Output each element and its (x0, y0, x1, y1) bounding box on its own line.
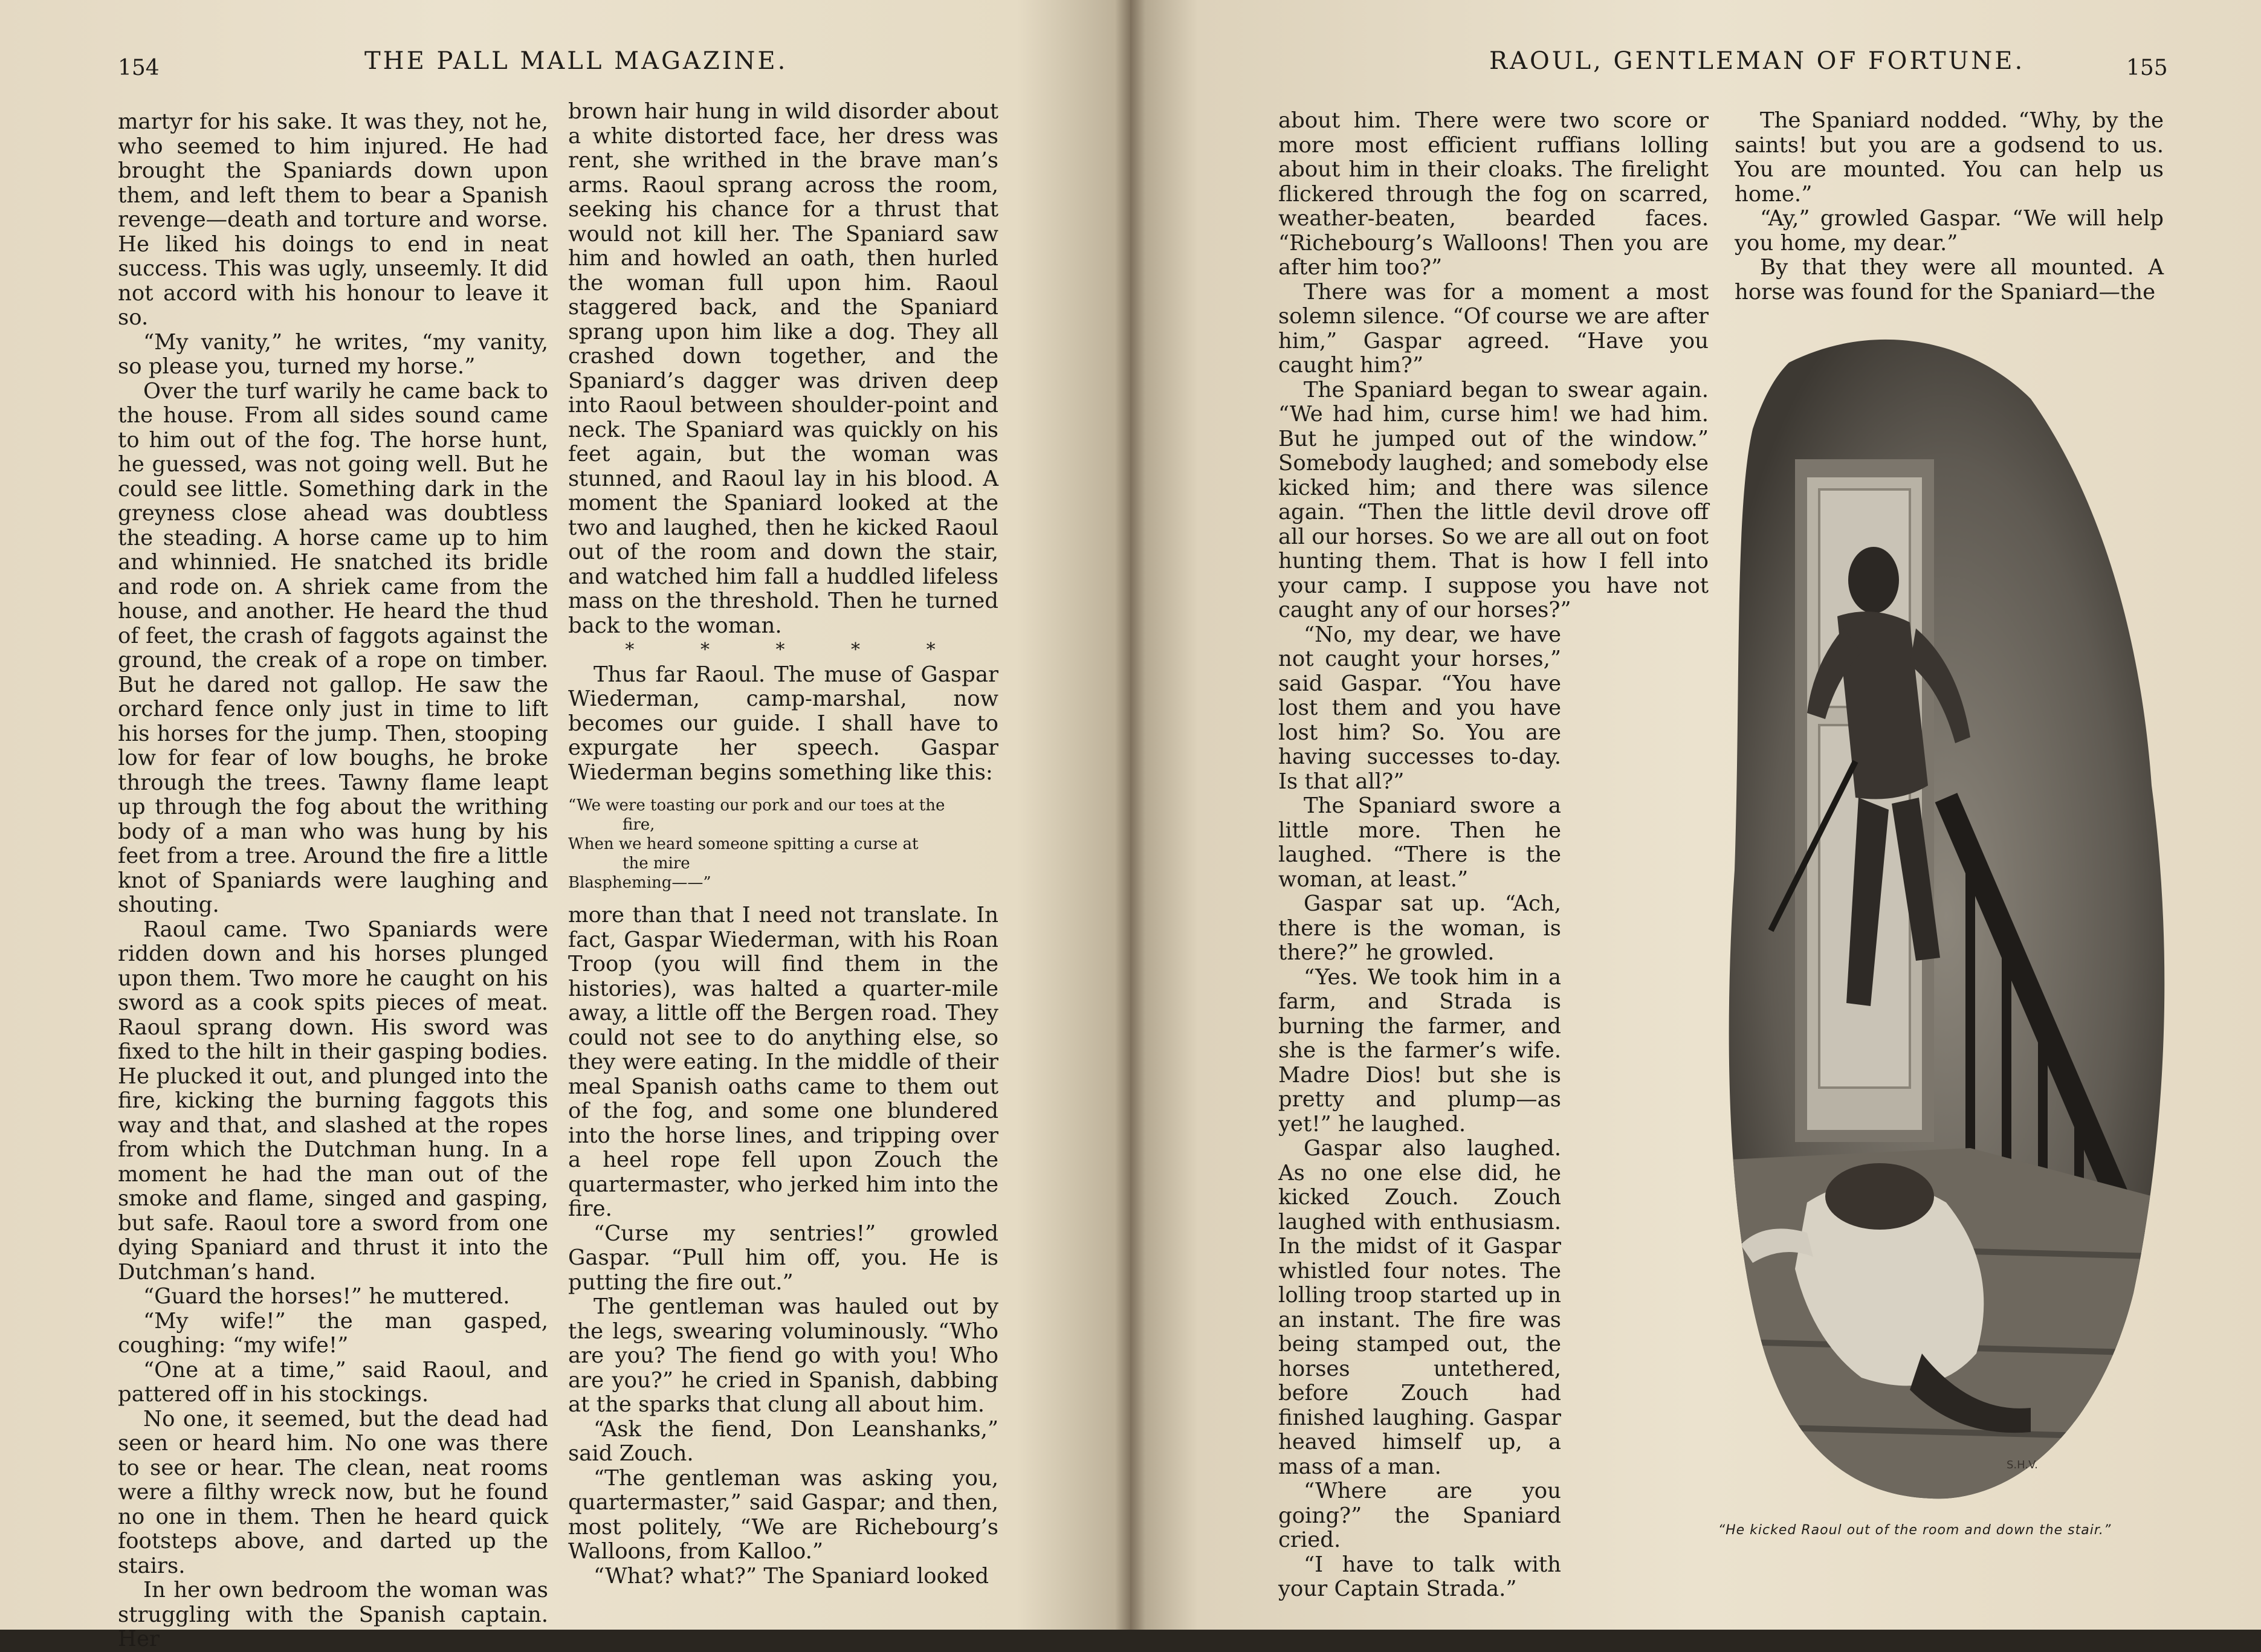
paragraph: “What? what?” The Spaniard looked (594, 1563, 989, 1589)
right-column-1 (1278, 109, 1709, 1602)
running-head-right: RAOUL, GENTLEMAN OF FORTUNE. (1489, 47, 2025, 75)
left-column-1 (118, 110, 548, 1652)
left-column-2-part-b (568, 663, 998, 786)
section-break-stars: * * * * * (625, 639, 966, 660)
paragraph: Thus far Raoul. The muse of Gaspar Wiederman, camp-marshal, now becomes our guide. I shall have to expurgate her speech. Gaspar Wiederman begins something like this: (568, 662, 998, 785)
verse-line: fire, (623, 816, 655, 834)
paragraph: There was for a moment a most solemn silence. “Of course we are after him,” Gaspar agreed. “Have you caught him?” (1278, 279, 1709, 378)
paragraph: Raoul came. Two Spaniards were ridden down and his horses plunged upon them. Two more he caught on his sword as a cook spits pieces of meat. Raoul sprang down. His sword was fixed to the hilt in their gasping bodies. He plucked it out, and plunged into the fire, kicking the burning faggots this way and that, and slashed at the ropes from which the Dutchman hung. In a moment he had the man out of the smoke and flame, singed and gasping, but safe. Raoul tore a sword from one dying Spaniard and thrust it into the Dutchman’s hand. (118, 917, 548, 1285)
paragraph: “Yes. We took him in a farm, and Strada is burning the farmer, and she is the farmer’s wife. Madre Dios! but she is pretty and plump—as yet!” he laughed. (1278, 964, 1561, 1137)
paragraph: martyr for his sake. It was they, not he, who seemed to him injured. He had brought the Spaniards down upon them, and left them to bear a Spanish revenge—death and torture and worse. He liked his doings to end in neat success. This was ugly, unseemly. It did not accord with his honour to leave it so. (118, 109, 548, 330)
paragraph: “My wife!” the man gasped, coughing: “my wife!” (118, 1308, 548, 1358)
paragraph: In her own bedroom the woman was struggling with the Spanish captain. Her (118, 1578, 548, 1651)
paragraph: “No, my dear, we have not caught your horses,” said Gaspar. “You have lost them and you have lost him? So. You are having successes to-day. Is that all?” (1278, 622, 1561, 794)
paragraph: “Ay,” growled Gaspar. “We will help you home, my dear.” (1735, 206, 2164, 256)
running-head-left: THE PALL MALL MAGAZINE. (364, 47, 788, 75)
page-number-left: 154 (118, 56, 160, 80)
paragraph: brown hair hung in wild disorder about a white distorted face, her dress was rent, she writhed in the brave man’s arms. Raoul sprang across the room, seeking his chance for a thrust that would not kill her. The Spaniard saw him and howled an oath, then hurled the woman full upon him. Raoul staggered back, and the Spaniard sprang upon him like a dog. They all crashed down together, and the Spaniard’s dagger was driven deep into Raoul between shoulder-point and neck. The Spaniard was quickly on his feet again, but the woman was stunned, and Raoul lay in his blood. A moment the Spaniard looked at the two and laughed, then he kicked Raoul out of the room and down the stair, and watched him fall a huddled lifeless mass on the threshold. Then he turned back to the woman. (568, 99, 998, 638)
paragraph: The gentleman was hauled out by the legs, swearing voluminously. “Who are you? The fiend go with you! Who are you?” he cried in Spanish, dabbing at the sparks that clung all about him. (568, 1294, 998, 1417)
paragraph: “Guard the horses!” he muttered. (143, 1284, 510, 1309)
book-gutter (1115, 0, 1145, 1630)
paragraph: “Ask the fiend, Don Leanshanks,” said Zouch. (568, 1416, 998, 1466)
left-page (0, 0, 1130, 1651)
verse-line: the mire (623, 854, 690, 873)
right-column-1-part-a (1278, 109, 1709, 623)
left-column-2 (568, 100, 998, 1589)
right-column-2 (1735, 109, 2164, 305)
paragraph: “Curse my sentries!” growled Gaspar. “Pull him off, you. He is putting the fire out.” (568, 1221, 998, 1295)
paragraph: more than that I need not translate. In fact, Gaspar Wiederman, with his Roan Troop (you will find them in the histories), was halted a quarter-mile away, a little off the Bergen road. They could not see to do anything else, so they were eating. In the middle of their meal Spanish oaths came to them out of the fog, and some one blundered into the horse lines, and tripping over a heel rope fell upon Zouch the quartermaster, who jerked him into the fire. (568, 903, 998, 1221)
left-column-2-part-c (568, 903, 998, 1589)
paragraph: The Spaniard swore a little more. Then he laughed. “There is the woman, at least.” (1278, 793, 1561, 892)
page-number-right: 155 (2126, 56, 2168, 80)
paragraph: No one, it seemed, but the dead had seen or heard him. No one was there to see or hear. The clean, neat rooms were a filthy wreck now, but he found no one in them. Then he heard quick footsteps above, and darted up the stairs. (118, 1406, 548, 1578)
verse-line: “We were toasting our pork and our toes at the (568, 796, 945, 815)
paragraph: “Where are you going?” the Spaniard cried. (1278, 1479, 1561, 1552)
paragraph: “My vanity,” he writes, “my vanity, so please you, turned my horse.” (118, 329, 548, 379)
right-column-1-part-b (1278, 623, 1561, 1602)
paragraph: The Spaniard nodded. “Why, by the saints! but you are a godsend to us. You are mounted. You can help us home.” (1735, 108, 2164, 207)
paragraph: Gaspar also laughed. As no one else did, he kicked Zouch. Zouch laughed with enthusiasm. In the midst of it Gaspar whistled four notes. The lolling troop started up in an instant. The fire was being stamped out, the horses untethered, before Zouch had finished laughing. Gaspar heaved himself up, a mass of a man. (1278, 1136, 1561, 1479)
paragraph: “The gentleman was asking you, quartermaster,” said Gaspar; and then, most politely, “We are Richebourg’s Walloons, from Kalloo.” (568, 1465, 998, 1564)
paragraph: about him. There were two score or more most efficient ruffians lolling about him in their cloaks. The firelight flickered through the fog on scarred, weather-beaten, bearded faces. “Richebourg’s Walloons! Then you are after him too?” (1278, 108, 1709, 280)
illustration-drawing (1716, 326, 2176, 1505)
paragraph: The Spaniard began to swear again. “We had him, curse him! we had him. But he jumped out of the window.” Somebody laughed; and somebody else kicked him; and there was silence again. “Then the little devil drove off all our horses. So we are all out on foot hunting them. That is how I fell into your camp. I suppose you have not caught any of our horses?” (1278, 377, 1709, 622)
verse-quotation (568, 796, 998, 892)
paragraph: “One at a time,” said Raoul, and pattered off in his stockings. (118, 1357, 548, 1407)
illustration-signature: S.H.V. (2007, 1459, 2038, 1471)
illustration-caption: “He kicked Raoul out of the room and down the stair.” (1718, 1523, 2112, 1538)
verse-line: Blaspheming——” (568, 874, 711, 892)
paragraph: By that they were all mounted. A horse was found for the Spaniard—the (1735, 255, 2164, 305)
verse-line: When we heard someone spitting a curse at (568, 835, 919, 853)
paragraph: “I have to talk with your Captain Strada.” (1278, 1552, 1561, 1601)
left-column-2-part-a (568, 100, 998, 638)
paragraph: Over the turf warily he came back to the house. From all sides sound came to him out of the fog. The horse hunt, he guessed, was not going well. But he could see little. Something dark in the greyness close ahead was doubtless the steading. A horse came up to him and whinnied. He snatched its bridle and rode on. A shriek came from the house, and another. He heard the thud of feet, the crash of faggots against the ground, the creak of a rope on timber. But he dared not gallop. He saw the orchard fence only just in time to lift his horses for the jump. Then, stooping low for fear of low boughs, he broke through the trees. Tawny flame leapt up through the fog about the writhing body of a man who was hung by his feet from a tree. Around the fire a little knot of Spaniards were laughing and shouting. (118, 378, 548, 917)
paragraph: Gaspar sat up. “Ach, there is the woman, is there?” he growled. (1278, 891, 1561, 965)
illustration (1716, 326, 2176, 1505)
